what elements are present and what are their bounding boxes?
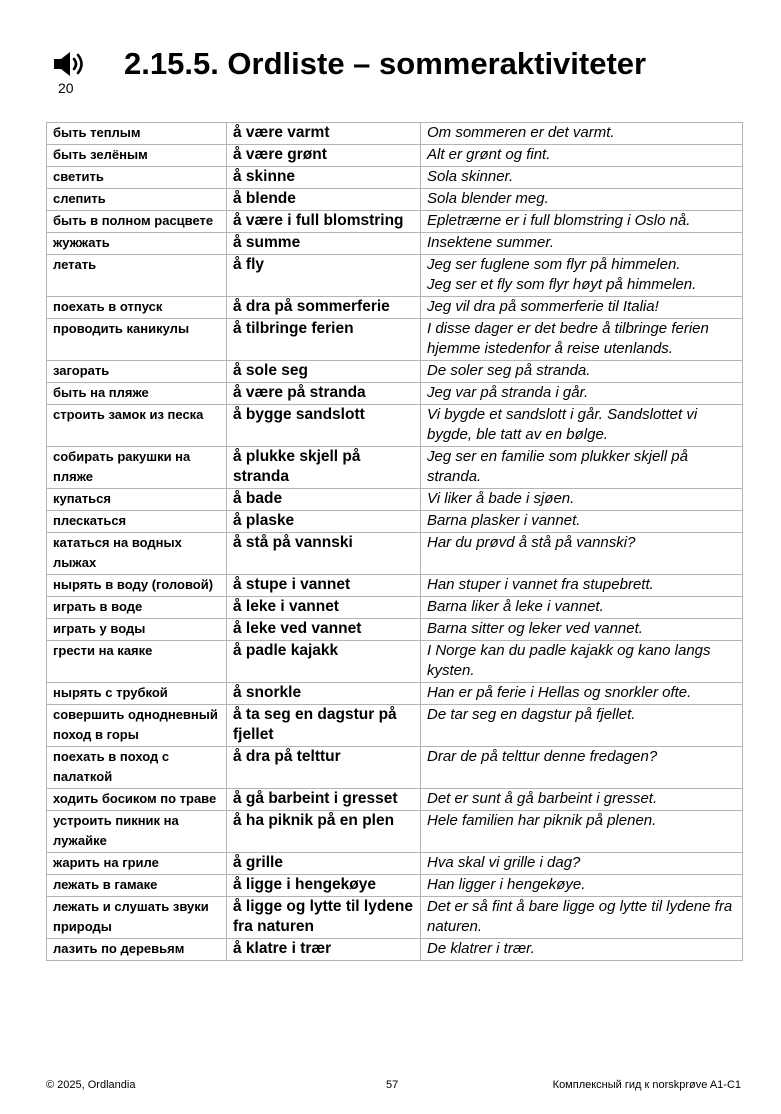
russian-term: светить [47,167,227,189]
norwegian-term: å summe [227,233,421,255]
example-sentence: Jeg var på stranda i går. [421,383,743,405]
norwegian-term: å ligge i hengekøye [227,875,421,897]
russian-term: играть у воды [47,619,227,641]
table-row [47,319,743,361]
table-row [47,811,743,853]
russian-term: собирать ракушки на пляже [47,447,227,489]
russian-term: поехать в поход с палаткой [47,747,227,789]
norwegian-term: å dra på sommerferie [227,297,421,319]
example-sentence: Barna sitter og leker ved vannet. [421,619,743,641]
russian-term: кататься на водных лыжах [47,533,227,575]
table-row [47,705,743,747]
russian-term: лежать в гамаке [47,875,227,897]
norwegian-term: å tilbringe ferien [227,319,421,361]
table-row [47,789,743,811]
table-row [47,641,743,683]
norwegian-term: å sole seg [227,361,421,383]
norwegian-term: å leke ved vannet [227,619,421,641]
example-sentence: I disse dager er det bedre å tilbringe ferien hjemme istedenfor å reise utenlands. [421,319,743,361]
table-row [47,597,743,619]
table-row [47,189,743,211]
norwegian-term: å dra på telttur [227,747,421,789]
audio-track-number: 20 [58,80,74,96]
example-sentence: Vi liker å bade i sjøen. [421,489,743,511]
example-sentence: Jeg ser fuglene som flyr på himmelen. Jeg ser et fly som flyr høyt på himmelen. [421,255,743,297]
russian-term: проводить каникулы [47,319,227,361]
vocabulary-table [46,122,743,961]
table-row [47,853,743,875]
russian-term: лежать и слушать звуки природы [47,897,227,939]
russian-term: быть теплым [47,123,227,145]
example-sentence: Vi bygde et sandslott i går. Sandslottet vi bygde, ble tatt av en bølge. [421,405,743,447]
russian-term: устроить пикник на лужайке [47,811,227,853]
russian-term: лазить по деревьям [47,939,227,961]
russian-term: летать [47,255,227,297]
table-row [47,897,743,939]
example-sentence: Epletrærne er i full blomstring i Oslo nå. [421,211,743,233]
example-sentence: Hva skal vi grille i dag? [421,853,743,875]
table-row [47,123,743,145]
table-row [47,447,743,489]
table-row [47,939,743,961]
example-sentence: Barna liker å leke i vannet. [421,597,743,619]
example-sentence: Har du prøvd å stå på vannski? [421,533,743,575]
russian-term: совершить однодневный поход в горы [47,705,227,747]
norwegian-term: å skinne [227,167,421,189]
table-row [47,297,743,319]
norwegian-term: å gå barbeint i gresset [227,789,421,811]
russian-term: купаться [47,489,227,511]
norwegian-term: å ta seg en dagstur på fjellet [227,705,421,747]
footer-book-title: Комплексный гид к norskprøve A1-C1 [552,1079,741,1091]
norwegian-term: å klatre i trær [227,939,421,961]
russian-term: нырять в воду (головой) [47,575,227,597]
norwegian-term: å ligge og lytte til lydene fra naturen [227,897,421,939]
russian-term: быть в полном расцвете [47,211,227,233]
table-row [47,405,743,447]
norwegian-term: å grille [227,853,421,875]
russian-term: быть зелёным [47,145,227,167]
norwegian-term: å være varmt [227,123,421,145]
speaker-icon[interactable] [52,50,92,78]
table-row [47,683,743,705]
norwegian-term: å fly [227,255,421,297]
norwegian-term: å plaske [227,511,421,533]
example-sentence: De tar seg en dagstur på fjellet. [421,705,743,747]
norwegian-term: å bygge sandslott [227,405,421,447]
example-sentence: Det er så fint å bare ligge og lytte til lydene fra naturen. [421,897,743,939]
table-row [47,233,743,255]
example-sentence: Drar de på telttur denne fredagen? [421,747,743,789]
example-sentence: Alt er grønt og fint. [421,145,743,167]
russian-term: грести на каяке [47,641,227,683]
norwegian-term: å være i full blomstring [227,211,421,233]
table-row [47,747,743,789]
norwegian-term: å ha piknik på en plen [227,811,421,853]
norwegian-term: å være på stranda [227,383,421,405]
footer-copyright: © 2025, Ordlandia [46,1079,136,1091]
table-row [47,875,743,897]
example-sentence: Barna plasker i vannet. [421,511,743,533]
example-sentence: Jeg ser en familie som plukker skjell på stranda. [421,447,743,489]
russian-term: играть в воде [47,597,227,619]
example-sentence: Hele familien har piknik på plenen. [421,811,743,853]
table-row [47,255,743,297]
example-sentence: Insektene summer. [421,233,743,255]
table-row [47,489,743,511]
table-row [47,167,743,189]
norwegian-term: å padle kajakk [227,641,421,683]
example-sentence: Om sommeren er det varmt. [421,123,743,145]
example-sentence: Han ligger i hengekøye. [421,875,743,897]
russian-term: нырять с трубкой [47,683,227,705]
russian-term: быть на пляже [47,383,227,405]
table-row [47,361,743,383]
example-sentence: Det er sunt å gå barbeint i gresset. [421,789,743,811]
table-row [47,511,743,533]
russian-term: загорать [47,361,227,383]
example-sentence: Han er på ferie i Hellas og snorkler ofte. [421,683,743,705]
example-sentence: De soler seg på stranda. [421,361,743,383]
page-title: 2.15.5. Ordliste – sommeraktiviteter [124,46,647,81]
example-sentence: I Norge kan du padle kajakk og kano langs kysten. [421,641,743,683]
norwegian-term: å bade [227,489,421,511]
norwegian-term: å snorkle [227,683,421,705]
norwegian-term: å stupe i vannet [227,575,421,597]
norwegian-term: å blende [227,189,421,211]
table-row [47,145,743,167]
russian-term: жарить на гриле [47,853,227,875]
example-sentence: De klatrer i trær. [421,939,743,961]
russian-term: ходить босиком по траве [47,789,227,811]
page-header [52,42,752,102]
example-sentence: Sola blender meg. [421,189,743,211]
table-row [47,533,743,575]
example-sentence: Sola skinner. [421,167,743,189]
vocabulary-table-body [47,123,743,961]
russian-term: поехать в отпуск [47,297,227,319]
example-sentence: Han stuper i vannet fra stupebrett. [421,575,743,597]
norwegian-term: å leke i vannet [227,597,421,619]
table-row [47,575,743,597]
table-row [47,619,743,641]
russian-term: строить замок из песка [47,405,227,447]
norwegian-term: å stå på vannski [227,533,421,575]
russian-term: жужжать [47,233,227,255]
example-sentence: Jeg vil dra på sommerferie til Italia! [421,297,743,319]
table-row [47,211,743,233]
norwegian-term: å plukke skjell på stranda [227,447,421,489]
footer-page-number: 57 [386,1079,399,1091]
russian-term: плескаться [47,511,227,533]
norwegian-term: å være grønt [227,145,421,167]
table-row [47,383,743,405]
russian-term: слепить [47,189,227,211]
